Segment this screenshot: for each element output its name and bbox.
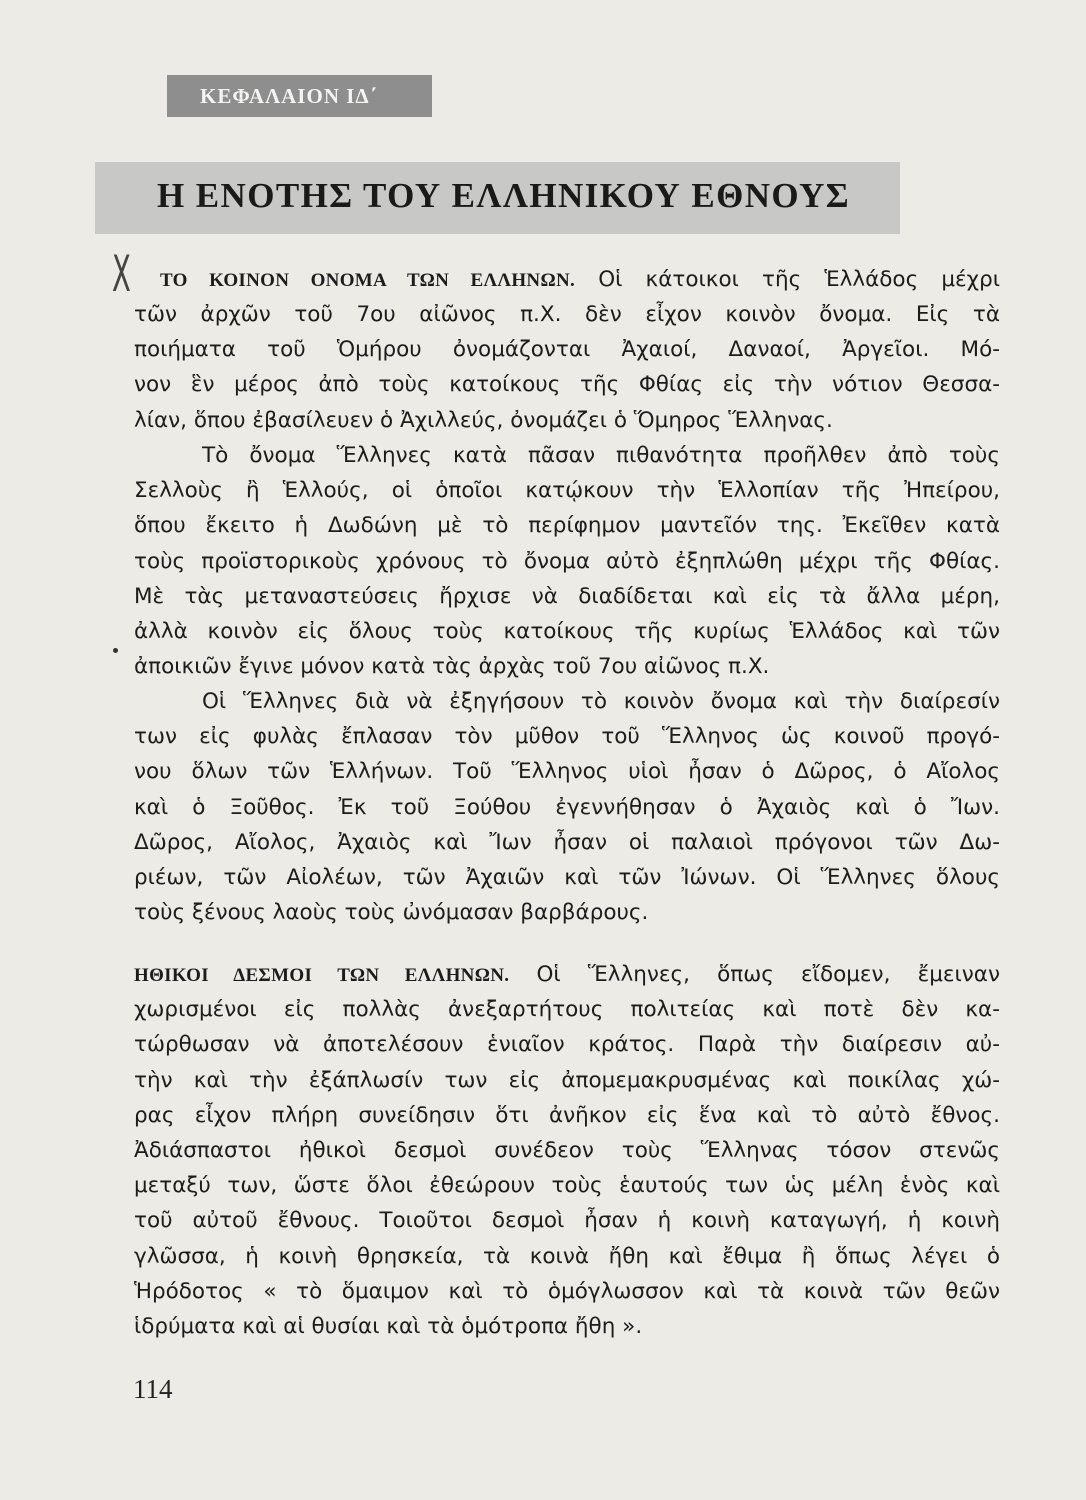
section1-paragraph3 [134, 684, 1000, 930]
section1-first-line-text: Οἱ κάτοικοι τῆς Ἑλλάδος μέχρι [598, 267, 1000, 292]
text-line: Σελλοὺς ἢ Ἑλλούς, οἱ ὁποῖοι κατῴκουν τὴν Ἑλλοπίαν τῆς Ἠπείρου, [134, 478, 1000, 504]
text-line: τοὺς ξένους λαοὺς τοὺς ὠνόμασαν βαρβάρους. [134, 900, 649, 926]
text-line: τοῦ αὐτοῦ ἔθνους. Τοιοῦτοι δεσμοὶ ἦσαν ἡ κοινὴ καταγωγή, ἡ κοινὴ [134, 1208, 1000, 1234]
text-line: νον ἓν μέρος ἀπὸ τοὺς κατοίκους τῆς Φθίας εἰς τὴν νότιον Θεσσα- [134, 372, 1000, 398]
section2-heading: ΗΘΙΚΟΙ ΔΕΣΜΟΙ ΤΩΝ ΕΛΛΗΝΩΝ. [134, 965, 510, 986]
section2-first-line-text: Οἱ Ἕλληνες, ὅπως εἴδομεν, ἔμειναν [536, 962, 1000, 987]
text-line: τὴν καὶ τὴν ἐξάπλωσίν των εἰς ἀπομεμακρυσμένας καὶ ποικίλας χώ- [134, 1067, 1000, 1093]
text-line: τοὺς προϊστορικοὺς χρόνους τὸ ὄνομα αὐτὸ ἐξηπλώθη μέχρι τῆς Φθίας. [134, 548, 1000, 574]
text-line: ἀποικιῶν ἔγινε μόνον κατὰ τὰς ἀρχὰς τοῦ 7ου αἰῶνος π.Χ. [134, 654, 770, 680]
section1-paragraph1 [134, 297, 1000, 438]
text-line: τῶν ἀρχῶν τοῦ 7ου αἰῶνος π.Χ. δὲν εἶχον κοινὸν ὄνομα. Εἰς τὰ [134, 302, 1000, 327]
text-line: Δῶρος, Αἴολος, Ἀχαιὸς καὶ Ἴων ἦσαν οἱ παλαιοὶ πρόγονοι τῶν Δω- [134, 829, 1000, 855]
text-line: μεταξύ των, ὥστε ὅλοι ἐθεώρουν τοὺς ἑαυτούς των ὡς μέλη ἑνὸς καὶ [134, 1173, 1000, 1199]
section1-first-line [160, 262, 1000, 297]
chapter-label: ΚΕΦΑΛΑΙΟΝ ΙΔ΄ [200, 84, 378, 108]
text-line: Οἱ Ἕλληνες διὰ νὰ ἐξηγήσουν τὸ κοινὸν ὄνομα καὶ τὴν διαίρεσίν [202, 689, 1000, 714]
section2-paragraph [134, 957, 1000, 1344]
text-line: ὅπου ἔκειτο ἡ Δωδώνη μὲ τὸ περίφημον μαντεῖόν της. Ἐκεῖθεν κατὰ [134, 513, 1000, 539]
text-line: καὶ ὁ Ξοῦθος. Ἐκ τοῦ Ξούθου ἐγεννήθησαν ὁ Ἀχαιὸς καὶ ὁ Ἴων. [134, 794, 1000, 820]
text-line: Ἀδιάσπαστοι ἠθικοὶ δεσμοὶ συνέδεον τοὺς Ἕλληνας τόσον στενῶς [134, 1137, 1000, 1163]
text-line: ἱδρύματα καὶ αἱ θυσίαι καὶ τὰ ὁμότροπα ἤθη ». [134, 1313, 643, 1339]
text-line: γλῶσσα, ἡ κοινὴ θρησκεία, τὰ κοινὰ ἤθη καὶ ἔθιμα ἢ ὅπως λέγει ὁ [134, 1243, 1000, 1269]
text-line: των εἰς φυλὰς ἔπλασαν τὸν μῦθον τοῦ Ἕλληνος ὡς κοινοῦ προγό- [134, 724, 1000, 750]
margin-mark: X [112, 245, 131, 303]
page-number: 114 [133, 1374, 173, 1404]
text-line: χωρισμένοι εἰς πολλὰς ἀνεξαρτήτους πολιτείας καὶ ποτὲ δὲν κα- [134, 997, 1000, 1023]
text-line: λίαν, ὅπου ἐβασίλευεν ὁ Ἀχιλλεύς, ὀνομάζει ὁ Ὅμηρος Ἕλληνας. [134, 407, 833, 433]
text-line: Τὸ ὄνομα Ἕλληνες κατὰ πᾶσαν πιθανότητα προῆλθεν ἀπὸ τοὺς [202, 443, 1000, 468]
margin-dot [113, 648, 118, 653]
text-line: ριέων, τῶν Αἰολέων, τῶν Ἀχαιῶν καὶ τῶν Ἰώνων. Οἱ Ἕλληνες ὅλους [134, 864, 1000, 890]
section1-paragraph2 [134, 438, 1000, 684]
text-line: τώρθωσαν νὰ ἀποτελέσουν ἑνιαῖον κράτος. Παρὰ τὴν διαίρεσιν αὐ- [134, 1032, 1000, 1058]
text-line: νου ὅλων τῶν Ἑλλήνων. Τοῦ Ἕλληνος υἱοὶ ἦσαν ὁ Δῶρος, ὁ Αἴολος [134, 759, 1000, 785]
text-line: Ἡρόδοτος « τὸ ὅμαιμον καὶ τὸ ὁμόγλωσσον καὶ τὰ κοινὰ τῶν θεῶν [134, 1278, 1000, 1304]
text-line: ποιήματα τοῦ Ὁμήρου ὀνομάζονται Ἀχαιοί, Δαναοί, Ἀργεῖοι. Μό- [134, 337, 1000, 363]
text-line: ἀλλὰ κοινὸν εἰς ὅλους τοὺς κατοίκους τῆς κυρίως Ἑλλάδος καὶ τῶν [134, 618, 1000, 644]
text-line: ρας εἶχον πλήρη συνείδησιν ὅτι ἀνῆκον εἰς ἕνα καὶ τὸ αὐτὸ ἔθνος. [134, 1102, 1000, 1128]
text-line: Μὲ τὰς μεταναστεύσεις ἤρχισε νὰ διαδίδεται καὶ εἰς τὰ ἄλλα μέρη, [134, 583, 1000, 609]
section1-heading: ΤΟ ΚΟΙΝΟΝ ΟΝΟΜΑ ΤΩΝ ΕΛΛΗΝΩΝ. [160, 270, 576, 291]
page-title: Η ΕΝΟΤΗΣ ΤΟΥ ΕΛΛΗΝΙΚΟΥ ΕΘΝΟΥΣ [157, 176, 851, 215]
